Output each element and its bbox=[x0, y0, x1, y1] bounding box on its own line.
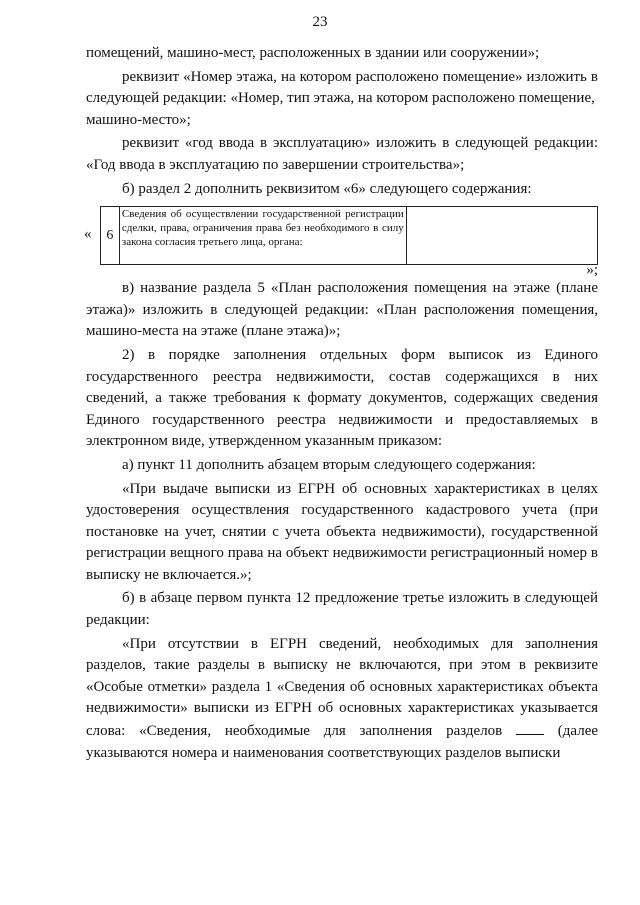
paragraph-1: помещений, машино-мест, расположенных в здании или сооружении»; bbox=[86, 45, 540, 61]
paragraph-11-text-after: (далее указываются номера и наименования соответствующих разделов выписки bbox=[86, 723, 599, 761]
paragraph-6: в) название раздела 5 «План расположения помещения на этаже (плане этажа)» изложить в следующей редакции: «План расположения помещения, машино-места на этаже (плане этажа)»; bbox=[86, 280, 598, 340]
table-row bbox=[101, 207, 598, 265]
paragraph-10: б) в абзаце первом пункта 12 предложение третье изложить в следующей редакции: bbox=[86, 590, 598, 629]
paragraph-8: а) пункт 11 дополнить абзацем вторым следующего содержания: bbox=[122, 456, 536, 473]
paragraph-11-text-before: «При отсутствии в ЕГРН сведений, необходимых для заполнения разделов, такие разделы в выписку не включаются, при этом в реквизите «Особые отметки» раздела 1 «Сведения об основных характеристиках объекта недвижимости» выписки из ЕГРН об основных характеристиках указывается слова: «Сведения, необходимые для заполнения разделов bbox=[86, 635, 598, 740]
paragraph-2: реквизит «Номер этажа, на котором расположено помещение» изложить в следующей редакции: «Номер, тип этажа, на котором расположено помещение, bbox=[86, 68, 598, 107]
page-number: 23 bbox=[312, 14, 328, 30]
paragraph-7: 2) в порядке заполнения отдельных форм выписок из Единого государственного реестра недвижимости, состав содержащихся в них сведений, а также требования к формату документов, содержащих сведения Единого государственного реестра недвижимости и предоставляемых в электронном виде, утвержденном указанным приказом: bbox=[86, 346, 598, 450]
paragraph-5: б) раздел 2 дополнить реквизитом «6» следующего содержания: bbox=[122, 180, 532, 197]
inserted-table-block bbox=[84, 206, 598, 279]
table-open-quote: « bbox=[84, 226, 92, 243]
paragraph-3: машино-место»; bbox=[86, 111, 191, 128]
paragraph-4: реквизит «год ввода в эксплуатацию» изложить в следующей редакции: «Год ввода в эксплуатацию по завершении строительства»; bbox=[86, 135, 598, 173]
section-table bbox=[100, 206, 598, 265]
table-row-description: Сведения об осуществлении государственной регистрации сделки, права, ограничения права без необходимого в силу закона согласия третьего лица, органа: bbox=[119, 207, 406, 265]
paragraph-11 bbox=[86, 634, 598, 765]
table-row-number: 6 bbox=[101, 207, 120, 265]
fill-in-blank bbox=[516, 720, 544, 735]
paragraph-9: «При выдаче выписки из ЕГРН об основных характеристиках в целях удостоверения осуществления государственного кадастрового учета (при постановке на учет, снятии с учета объекта недвижимости), государственной регистрации вещного права на объект недвижимости регистрационный номер в выписку не включается.»; bbox=[86, 480, 598, 583]
document-body bbox=[86, 43, 598, 764]
table-empty-cell bbox=[406, 207, 597, 265]
table-close-quote: »; bbox=[586, 262, 598, 279]
